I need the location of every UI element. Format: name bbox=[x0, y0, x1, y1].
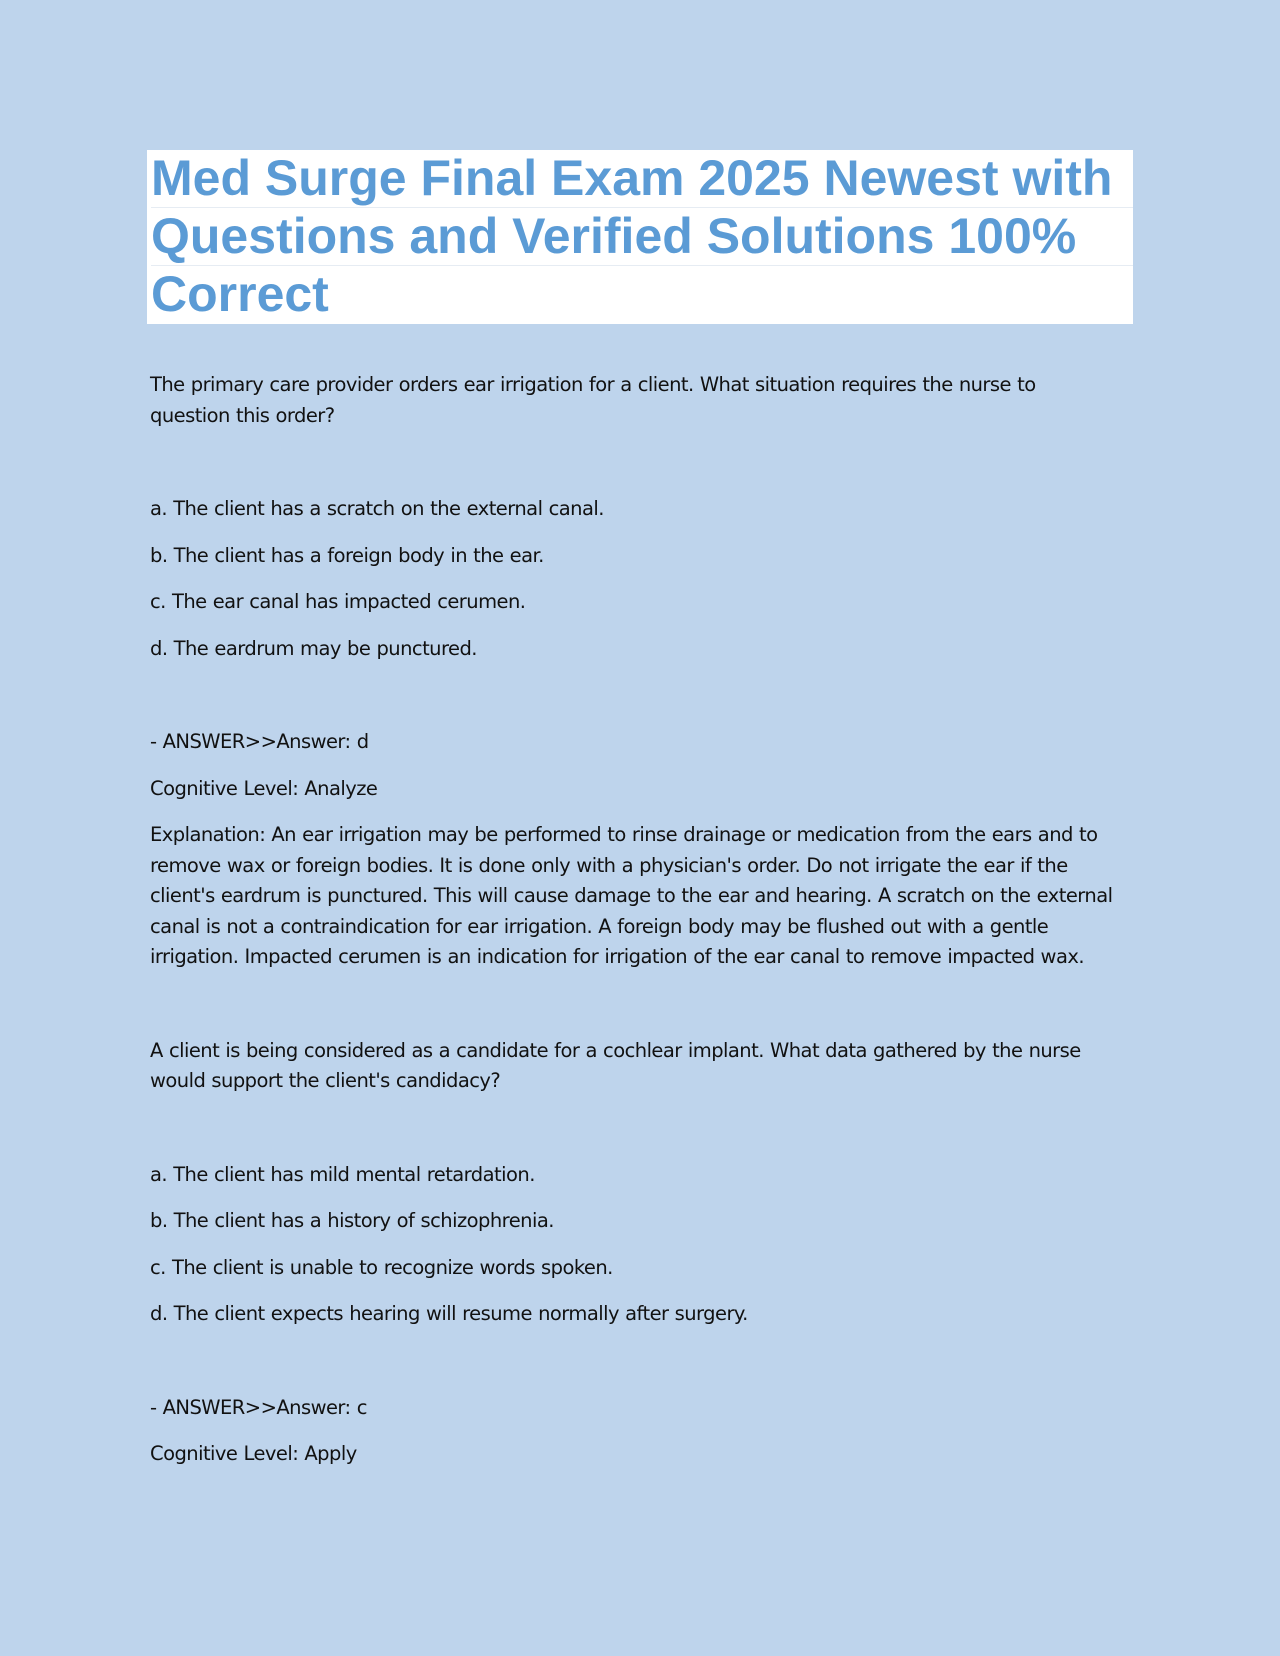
question-1-option-c: c. The ear canal has impacted cerumen. bbox=[150, 590, 526, 613]
document-title-line-3: Correct bbox=[151, 266, 329, 322]
question-1-option-b: b. The client has a foreign body in the ear. bbox=[150, 543, 544, 567]
document-body bbox=[150, 370, 1120, 1470]
question-1-option-d: d. The eardrum may be punctured. bbox=[150, 636, 477, 660]
question-2-option-b: b. The client has a history of schizophrenia. bbox=[150, 1209, 554, 1232]
document-title-line-1: Med Surge Final Exam 2025 Newest with bbox=[151, 150, 1133, 208]
question-1-option-a: a. The client has a scratch on the external canal. bbox=[150, 497, 604, 520]
document-title-line-2: Questions and Verified Solutions 100% bbox=[151, 208, 1133, 266]
title-box bbox=[147, 150, 1133, 324]
question-1-answer: - ANSWER>>Answer: d bbox=[150, 730, 369, 753]
question-2-option-a: a. The client has mild mental retardation. bbox=[150, 1162, 535, 1186]
question-1-stem: The primary care provider orders ear irrigation for a client. What situation requires the nurse to question this order? bbox=[150, 373, 1036, 427]
question-1-cognitive-level: Cognitive Level: Analyze bbox=[150, 776, 378, 800]
question-2-cognitive-level: Cognitive Level: Apply bbox=[150, 1442, 357, 1465]
question-2-option-d: d. The client expects hearing will resume normally after surgery. bbox=[150, 1302, 748, 1325]
question-2-option-c: c. The client is unable to recognize words spoken. bbox=[150, 1255, 613, 1279]
question-1-explanation: Explanation: An ear irrigation may be performed to rinse drainage or medication from the ears and to remove wax or foreign bodies. It is done only with a physician's order. Do not irrigate the ear if the client's eardrum is punctured. This will cause damage to the ear and hearing. A scratch on the external canal is not a contraindication for ear irrigation. A foreign body may be flushed out with a gentle irrigation. Impacted cerumen is an indication for irrigation of the ear canal to remove impacted wax. bbox=[150, 823, 1113, 968]
question-2-answer: - ANSWER>>Answer: c bbox=[150, 1395, 367, 1419]
question-2-stem: A client is being considered as a candidate for a cochlear implant. What data gathered by the nurse would support the client's candidacy? bbox=[150, 1038, 1081, 1092]
